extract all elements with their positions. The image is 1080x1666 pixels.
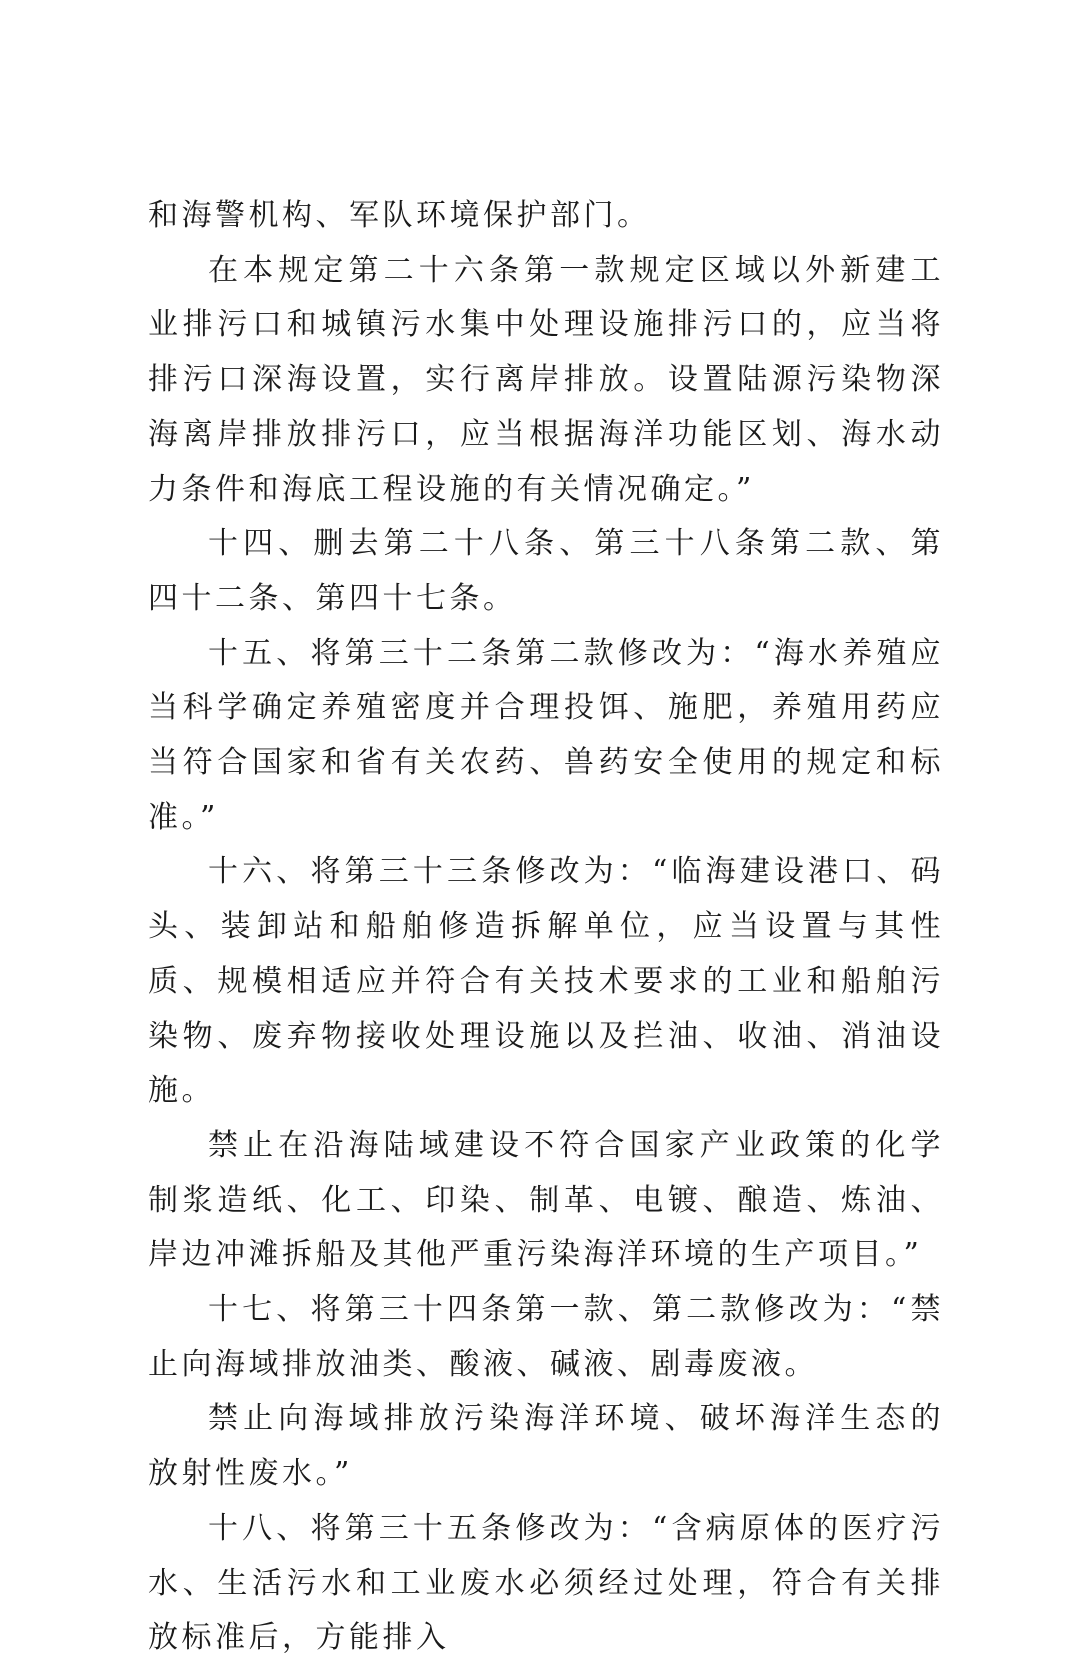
paragraph-5: 十六、将第三十三条修改为：“临海建设港口、码头、装卸站和船舶修造拆解单位，应当设置与其性质、规模相适应并符合有关技术要求的工业和船舶污染物、废弃物接收处理设施以及拦油、收油、消油设施。 xyxy=(148,854,944,1109)
paragraph-4: 十五、将第三十二条第二款修改为：“海水养殖应当科学确定养殖密度并合理投饵、施肥，养殖用药应当符合国家和省有关农药、兽药安全使用的规定和标准。” xyxy=(148,635,944,835)
paragraph-9: 十八、将第三十五条修改为：“含病原体的医疗污水、生活污水和工业废水必须经过处理，符合有关排放标准后，方能排入 xyxy=(148,1510,944,1656)
paragraph-3: 十四、删去第二十八条、第三十八条第二款、第四十二条、第四十七条。 xyxy=(148,526,944,616)
paragraph-8: 禁止向海域排放污染海洋环境、破坏海洋生态的放射性废水。” xyxy=(148,1401,944,1492)
document-body xyxy=(148,189,944,1666)
paragraph-1: 和海警机构、军队环境保护部门。 xyxy=(148,198,651,233)
paragraph-7: 十七、将第三十四条第一款、第二款修改为：“禁止向海域排放油类、酸液、碱液、剧毒废液。 xyxy=(148,1292,944,1382)
paragraph-6: 禁止在沿海陆域建设不符合国家产业政策的化学制浆造纸、化工、印染、制革、电镀、酿造、炼油、岸边冲滩拆船及其他严重污染海洋环境的生产项目。” xyxy=(148,1127,944,1273)
paragraph-2: 在本规定第二十六条第一款规定区域以外新建工业排污口和城镇污水集中处理设施排污口的，应当将排污口深海设置，实行离岸排放。设置陆源污染物深海离岸排放排污口，应当根据海洋功能区划、海水动力条件和海底工程设施的有关情况确定。” xyxy=(148,252,944,507)
